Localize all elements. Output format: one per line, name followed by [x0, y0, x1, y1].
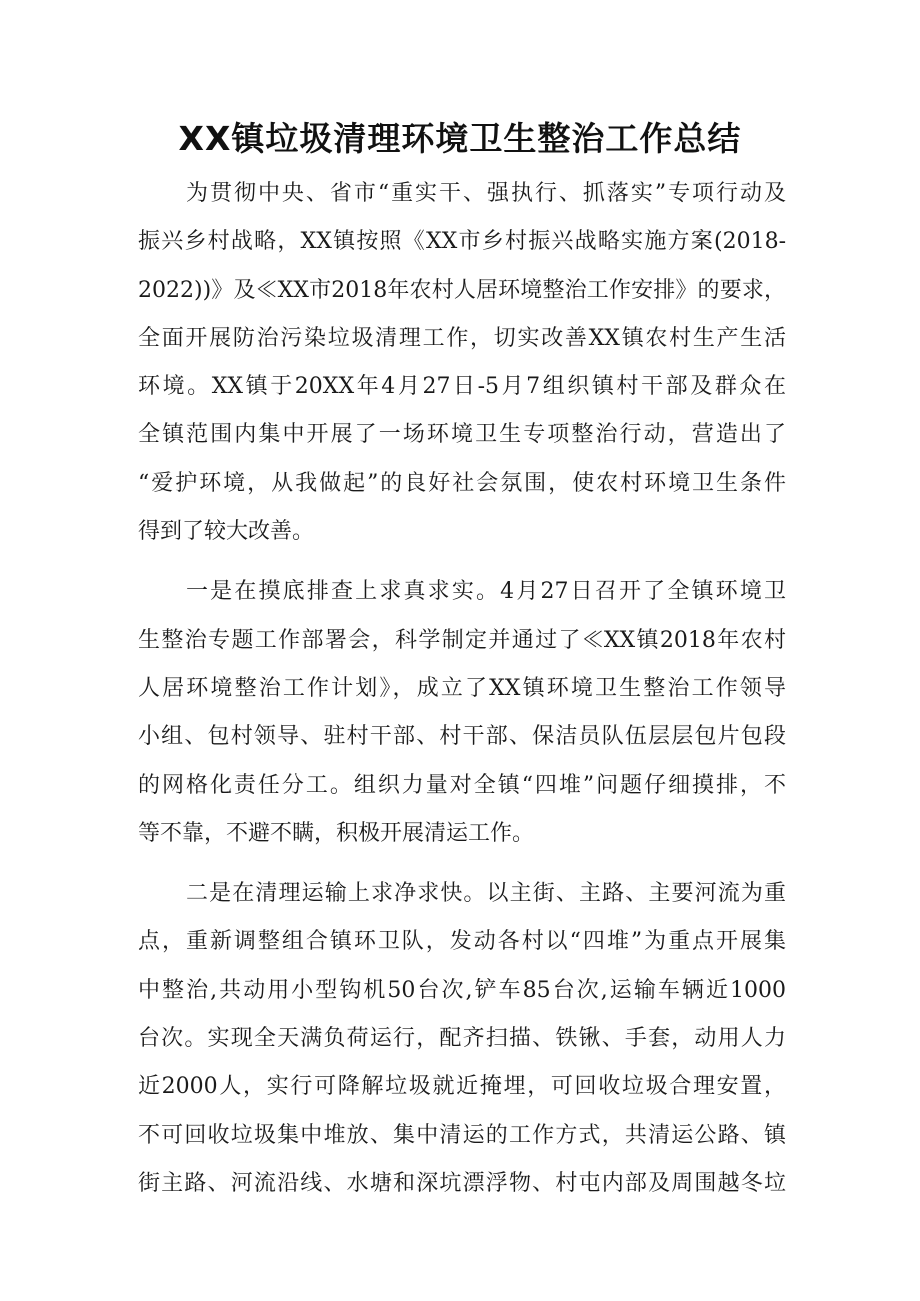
text-line: 为贯彻中央、省市“重实干、强执行、抓落实”专项行动及	[186, 181, 786, 206]
text-line: 全面开展防治污染垃圾清理工作，切实改善XX镇农村生产生活	[138, 325, 786, 351]
paragraph-3	[138, 870, 786, 1208]
document-title: XX镇垃圾清理环境卫生整治工作总结	[178, 119, 742, 158]
text-line: 一是在摸底排查上求真求实。4月27日召开了全镇环境卫	[186, 579, 786, 605]
paragraph-2	[138, 568, 786, 858]
text-line: 得到了较大改善。	[138, 519, 315, 545]
document-body	[138, 170, 786, 1208]
text-line: 生整治专题工作部署会，科学制定并通过了≪XX镇2018年农村	[138, 627, 786, 653]
text-line: 全镇范围内集中开展了一场环境卫生专项整治行动，营造出了	[138, 422, 786, 448]
text-line: 街主路、河流沿线、水塘和深坑漂浮物、村屯内部及周围越冬垃	[138, 1170, 786, 1196]
text-line: 人居环境整治工作计划》，成立了XX镇环境卫生整治工作领导	[138, 675, 786, 701]
text-line: 近2000人，实行可降解垃圾就近掩埋，可回收垃圾合理安置，	[138, 1074, 786, 1100]
text-line: 的网格化责任分工。组织力量对全镇“四堆”问题仔细摸排，不	[138, 772, 786, 798]
text-line: 二是在清理运输上求净求快。以主街、主路、主要河流为重	[186, 881, 786, 907]
paragraph-1	[138, 170, 786, 556]
text-line: 环境。XX镇于20XX年4月27日-5月7组织镇村干部及群众在	[138, 374, 786, 400]
text-line: 中整治,共动用小型钩机50台次,铲车85台次,运输车辆近1000	[138, 977, 786, 1003]
text-line: 点，重新调整组合镇环卫队，发动各村以“四堆”为重点开展集	[138, 929, 786, 955]
text-line: 台次。实现全天满负荷运行，配齐扫描、铁锹、手套，动用人力	[138, 1026, 786, 1052]
text-line: “爱护环境，从我做起”的良好社会氛围，使农村环境卫生条件	[138, 470, 786, 496]
text-line: 等不靠，不避不瞒，积极开展清运工作。	[138, 820, 535, 846]
text-line: 小组、包村领导、驻村干部、村干部、保洁员队伍层层包片包段	[138, 724, 786, 750]
text-line: 振兴乡村战略，XX镇按照《XX市乡村振兴战略实施方案(2018-	[138, 229, 786, 255]
text-line: 不可回收垃圾集中堆放、集中清运的工作方式，共清运公路、镇	[138, 1122, 786, 1148]
text-line: 2022))》及≪XX市2018年农村人居环境整治工作安排》的要求，	[138, 277, 786, 303]
